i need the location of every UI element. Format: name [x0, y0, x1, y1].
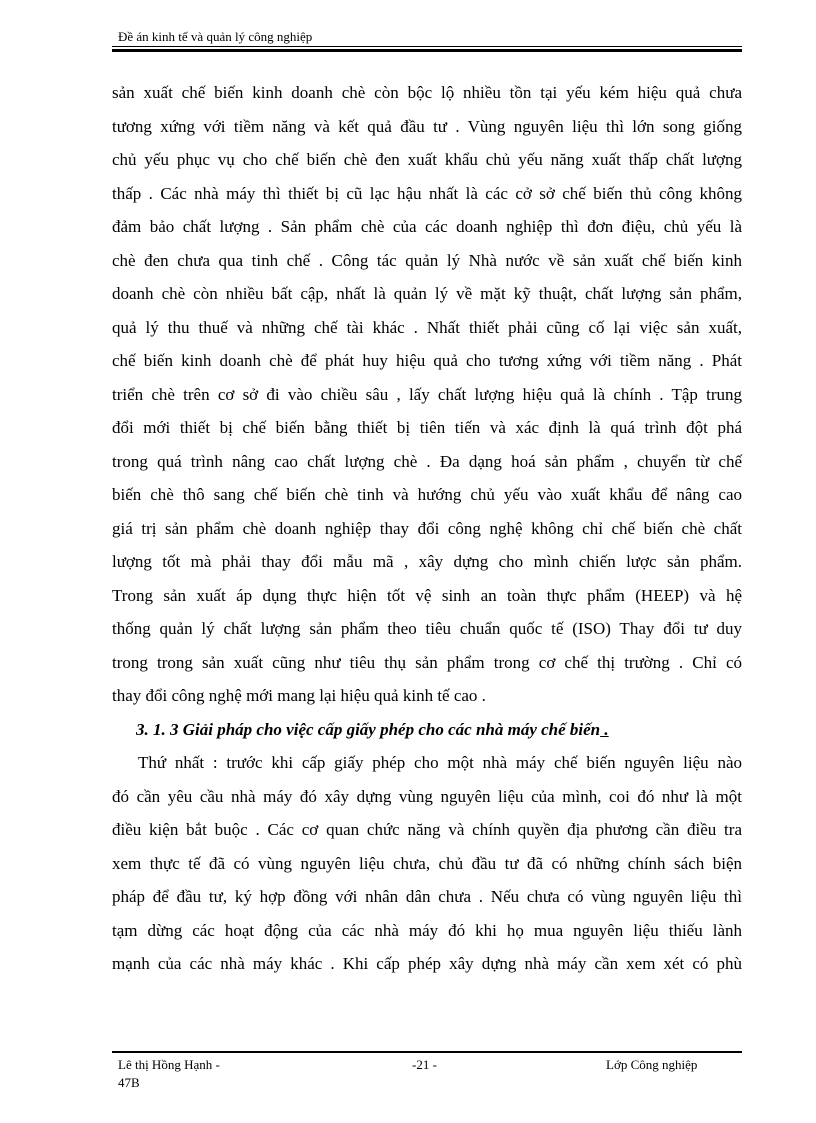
body-line: đảm bảo chất lượng . Sản phẩm chè của các doanh nghiệp thì đơn điệu, chủ yếu là — [112, 217, 742, 236]
body-line: điều kiện bắt buộc . Các cơ quan chức năng và chính quyền địa phương cần điều tra — [112, 820, 742, 839]
body-line: mạnh của các nhà máy khác . Khi cấp phép xây dựng nhà máy cần xem xét có phù — [112, 954, 742, 973]
body-line: trong trong sản xuất cũng như tiêu thụ sản phẩm trong cơ chế thị trường . Chỉ có — [112, 652, 742, 672]
body-line: tương xứng với tiềm năng và kết quả đầu tư . Vùng nguyên liệu thì lớn song giống — [112, 116, 742, 136]
body-line: chủ yếu phục vụ cho chế biến chè đen xuất khẩu chủ yếu năng xuất thấp chất lượng — [112, 150, 742, 169]
body-line: thấp . Các nhà máy thì thiết bị cũ lạc hậu nhất là các cở sở chế biến thủ công không — [112, 183, 742, 203]
footer-author — [118, 1056, 278, 1092]
body-line: tạm dừng các hoạt động của các nhà máy đó khi họ mua nguyên liệu thiếu lành — [112, 920, 742, 940]
page-number: -21 - — [412, 1057, 437, 1072]
body-line: pháp để đầu tư, ký hợp đồng với nhân dân chưa . Nếu chưa có vùng nguyên liệu thì — [112, 887, 742, 906]
body-line: lượng tốt mà phải thay đổi mẫu mã , xây dựng cho mình chiến lược sản phẩm. — [112, 552, 742, 571]
body-line: đổi mới thiết bị chế biến bằng thiết bị tiên tiến và xác định là quá trình đột phá — [112, 418, 742, 437]
section-heading-trail: . — [600, 719, 609, 739]
footer-author-name: Lê thị Hồng Hạnh - — [118, 1057, 220, 1072]
body-line: biến chè thô sang chế biến chè tinh và hướng chủ yếu vào xuất khẩu để nâng cao — [112, 485, 742, 504]
running-header — [118, 28, 742, 46]
footer-author-cont: 47B — [118, 1075, 140, 1090]
header-rule — [112, 46, 742, 47]
body-line-last: thay đổi công nghệ mới mang lại hiệu quả kinh tế cao . — [112, 686, 486, 705]
body-line: sản xuất chế biến kinh doanh chè còn bộc lộ nhiều tồn tại yếu kém hiệu quả chưa — [112, 83, 742, 102]
body-line: chè đen chưa qua tinh chế . Công tác quản lý Nhà nước về sản xuất chế biến kinh — [112, 250, 742, 270]
body-line: chế biến kinh doanh chè để phát huy hiệu quả cho tương xứng với tiềm năng . Phát — [112, 351, 742, 370]
body-line: thống quản lý chất lượng sản phẩm theo tiêu chuẩn quốc tế (ISO) Thay đổi tư duy — [112, 619, 742, 638]
footer-rule — [112, 1051, 742, 1053]
body-line: giá trị sản phẩm chè doanh nghiệp thay đổi công nghệ không chỉ chế biến chè chất — [112, 518, 742, 538]
header-title: Đề án kinh tế và quản lý công nghiệp — [118, 29, 313, 44]
header-rule-thick — [112, 49, 742, 52]
document-body — [112, 76, 742, 981]
section-heading-text: 3. 1. 3 Giải pháp cho việc cấp giấy phép cho các nhà máy chế biến — [136, 719, 601, 739]
body-line: Trong sản xuất áp dụng thực hiện tốt vệ sinh an toàn thực phẩm (HEEP) và hệ — [112, 585, 742, 605]
body-line: doanh chè còn nhiều bất cập, nhất là quản lý về mặt kỹ thuật, chất lượng sản phẩm, — [112, 284, 742, 303]
body-line: trong quá trình nâng cao chất lượng chè . Đa dạng hoá sản phẩm , chuyển từ chế — [112, 451, 742, 471]
paragraph-first-line: Thứ nhất : trước khi cấp giấy phép cho một nhà máy chế biến nguyên liệu nào — [138, 753, 742, 772]
footer-class: Lớp Công nghiệp — [606, 1057, 698, 1072]
body-line: triển chè trên cơ sở đi vào chiều sâu , lấy chất lượng hiệu quả là chính . Tập trung — [112, 384, 742, 404]
section-heading — [112, 713, 742, 747]
body-line: đó cần yêu cầu nhà máy đó xây dựng vùng nguyên liệu của mình, coi đó như là một — [112, 786, 742, 806]
body-line: quả lý thu thuế và những chế tài khác . Nhất thiết phải cũng cố lại việc sản xuất, — [112, 317, 742, 337]
body-line: xem thực tế đã có vùng nguyên liệu chưa, chủ đầu tư đã có những chính sách biện — [112, 853, 742, 873]
